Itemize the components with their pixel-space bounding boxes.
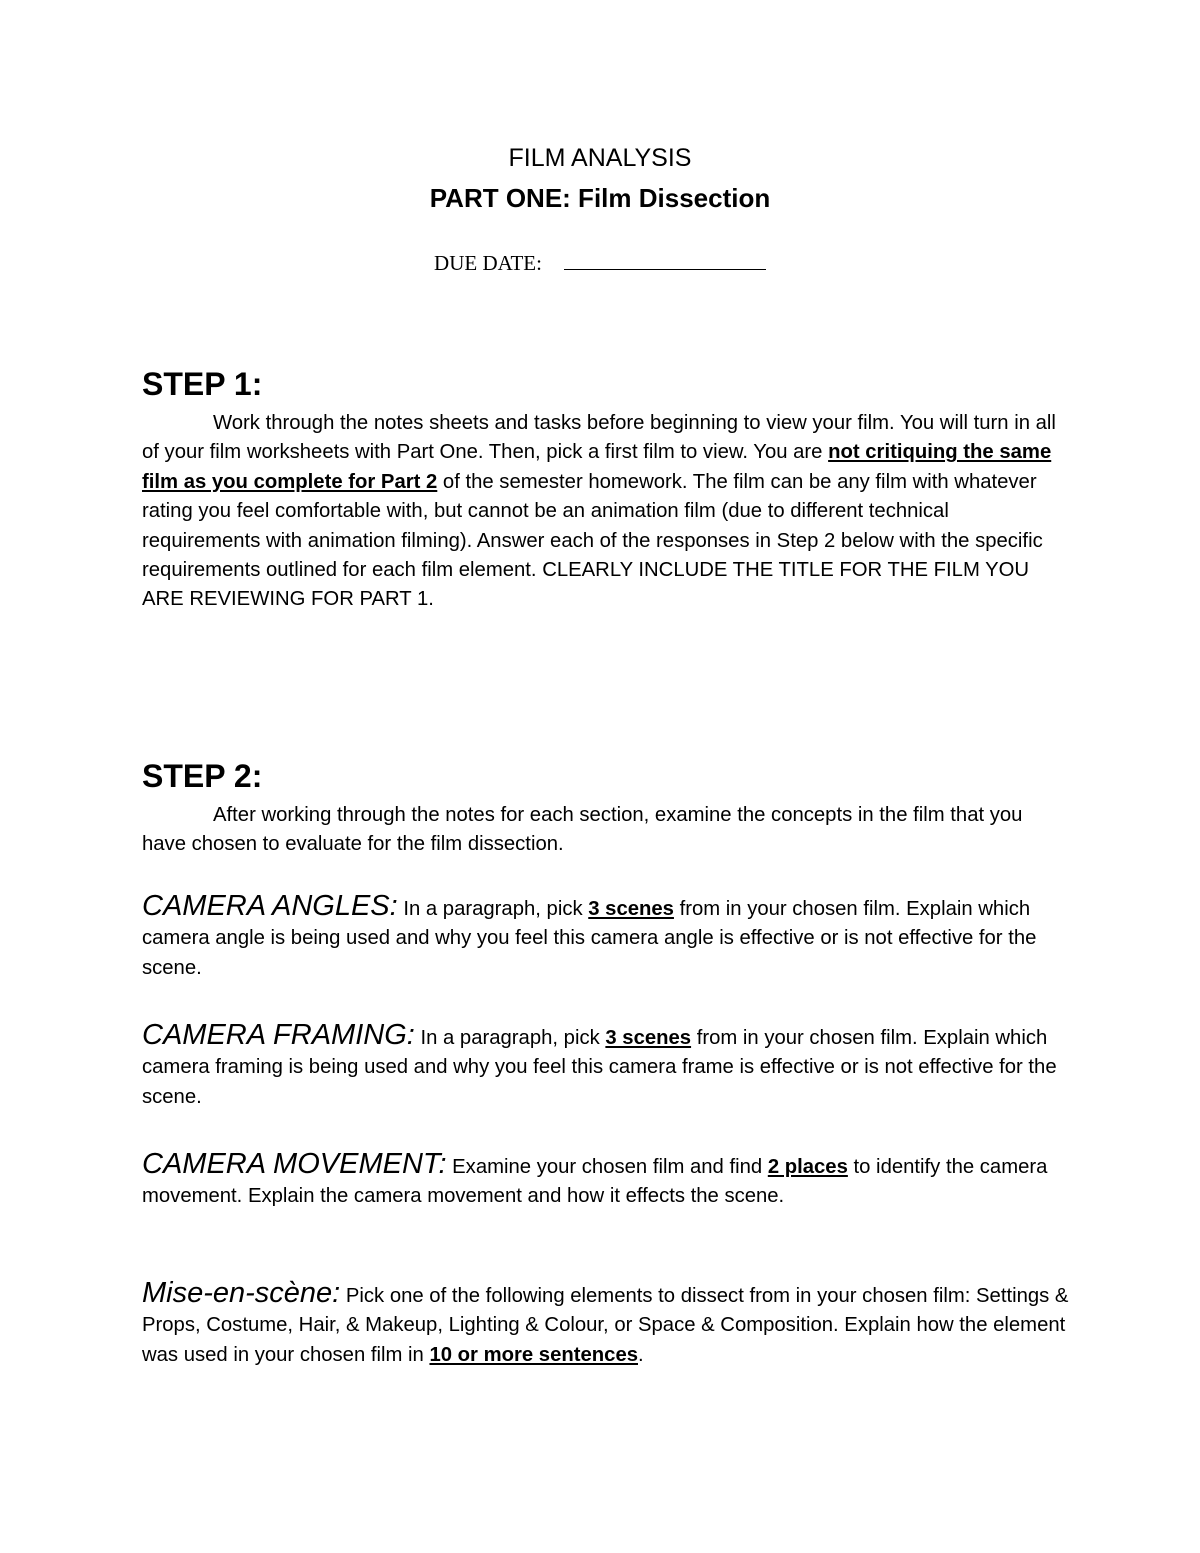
camera-angles-text-c: from in your chosen film. Explain which camera angle is being used and why you feel this camera angle is effective or is not effective for the scene. <box>142 898 1037 979</box>
step2-intro-text: After working through the notes for each section, examine the concepts in the film that you have chosen to evaluate for the film dissection. <box>142 804 1023 856</box>
mise-en-scene-text-c: . <box>638 1343 644 1366</box>
camera-movement-text-a: Examine your chosen film and find <box>446 1156 768 1178</box>
camera-movement-label: CAMERA MOVEMENT: <box>142 1148 447 1180</box>
step2-heading: STEP 2: <box>142 758 263 794</box>
camera-angles-label: CAMERA ANGLES: <box>142 890 398 922</box>
step1-text-c: of the semester homework. The film can be any film with whatever rating you feel comfortable with, but cannot be an animation film (due to different technical requirements with animation filming). Answer each of the responses in Step 2 below with the specific requirements outlined for each film element. CLEARLY INCLUDE THE TITLE FOR THE FILM YOU ARE REVIEWING FOR PART 1. <box>142 470 1043 611</box>
due-date-row <box>0 249 1200 276</box>
camera-movement-text-c: to identify the camera movement. Explain the camera movement and how it effects the scene. <box>142 1156 1048 1208</box>
camera-angles-section <box>142 892 1072 983</box>
due-date-blank-line <box>564 249 766 270</box>
document-subtitle: PART ONE: Film Dissection <box>429 183 771 213</box>
camera-framing-emphasis: 3 scenes <box>605 1027 692 1049</box>
step1-paragraph <box>142 409 1072 615</box>
document-title: FILM ANALYSIS <box>508 144 692 172</box>
camera-movement-section <box>142 1150 1072 1212</box>
camera-angles-emphasis: 3 scenes <box>588 898 674 920</box>
camera-framing-section <box>142 1021 1072 1112</box>
mise-en-scene-label: Mise-en-scène: <box>142 1277 341 1309</box>
camera-angles-text-a: In a paragraph, pick <box>397 898 589 920</box>
camera-framing-label: CAMERA FRAMING: <box>142 1019 415 1051</box>
camera-framing-text-a: In a paragraph, pick <box>414 1027 606 1049</box>
camera-framing-text-c: from in your chosen film. Explain which camera framing is being used and why you feel this camera frame is effective or is not effective for the scene. <box>142 1027 1057 1108</box>
mise-en-scene-section <box>142 1279 1072 1370</box>
step1-heading: STEP 1: <box>142 366 263 402</box>
mise-en-scene-text-a: Pick one of the following elements to dissect from in your chosen film: Settings & Props, Costume, Hair, & Makeup, Lighting & Colour, or Space & Composition. Explain how the element was used in your chosen film in <box>142 1285 1069 1366</box>
step1-emphasis: not critiquing the same film as you complete for Part 2 <box>142 441 1052 493</box>
due-date-label: DUE DATE: <box>434 251 542 275</box>
mise-en-scene-emphasis: 10 or more sentences <box>429 1343 638 1366</box>
step1-text-a: Work through the notes sheets and tasks before beginning to view your film. You will turn in all of your film worksheets with Part One. Then, pick a first film to view. You are <box>142 412 1056 464</box>
step2-intro <box>142 801 1072 860</box>
camera-movement-emphasis: 2 places <box>767 1156 848 1178</box>
